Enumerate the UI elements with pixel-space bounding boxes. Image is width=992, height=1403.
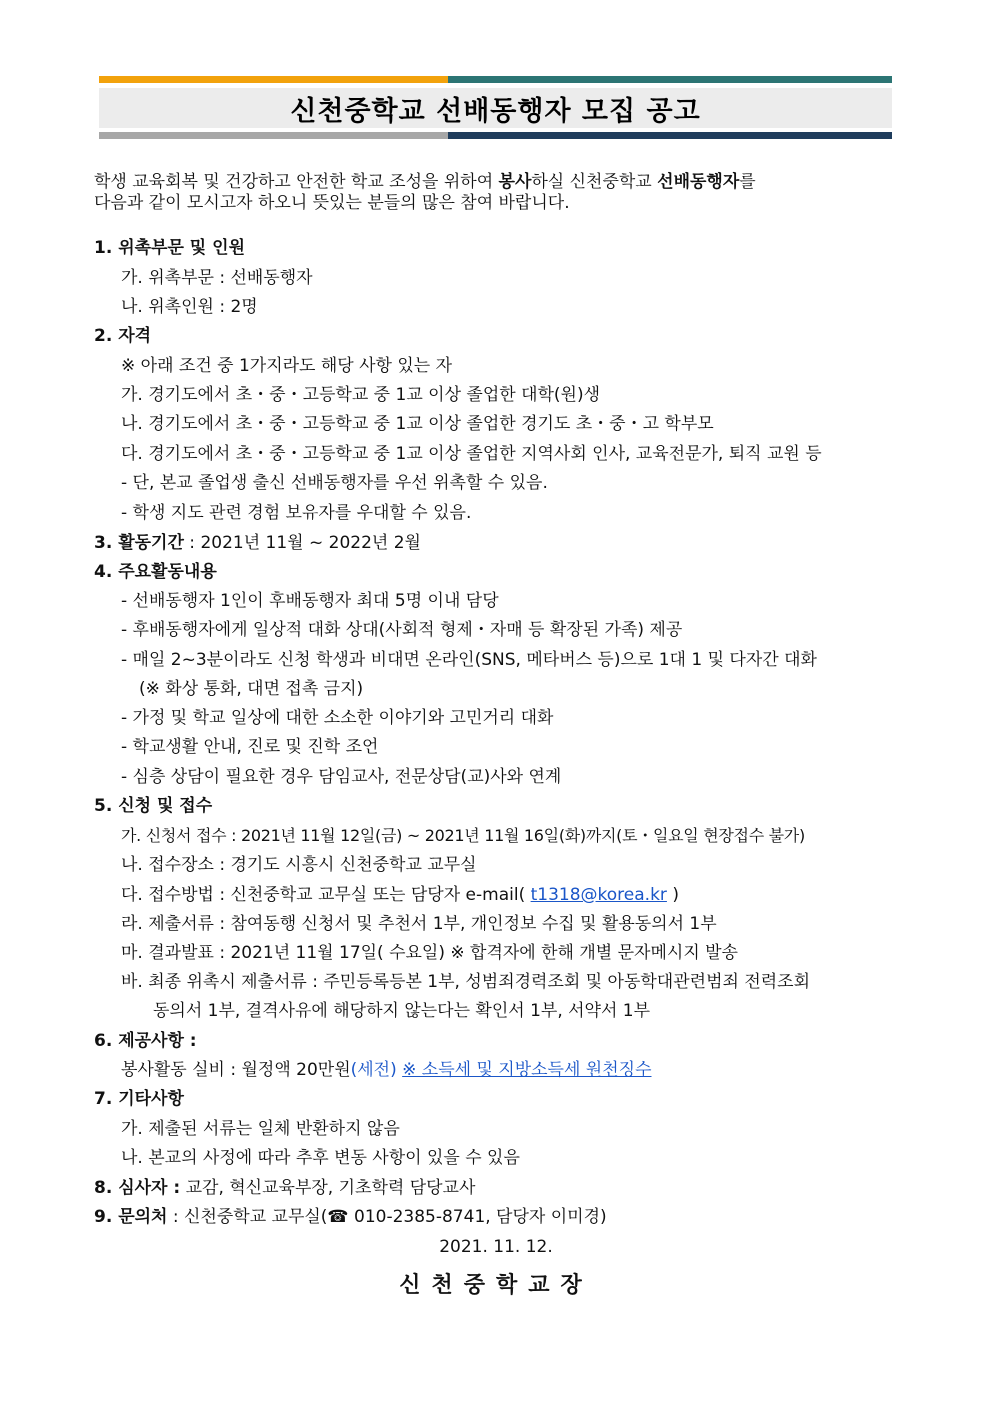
header-bottom-bar <box>99 132 892 139</box>
header-top-bar-teal <box>448 76 892 83</box>
section-2-note: ※ 아래 조건 중 1가지라도 해당 사항 있는 자 <box>121 356 453 376</box>
title-banner <box>99 88 892 128</box>
intro-text: 하실 신천중학교 <box>531 172 658 192</box>
section-4-item-c-note: (※ 화상 통화, 대면 접촉 금지) <box>139 679 364 699</box>
header-bottom-bar-gray <box>99 132 448 139</box>
email-link[interactable]: t1318@korea.kr <box>530 885 667 905</box>
section-7-item-b: 나. 본교의 사정에 따라 추후 변동 사항이 있을 수 있음 <box>121 1148 520 1168</box>
section-5-item-f: 바. 최종 위촉시 제출서류 : 주민등록등본 1부, 성범죄경력조회 및 아동학대관련범죄 전력조회 <box>121 972 811 992</box>
intro-text: 학생 교육회복 및 건강하고 안전한 학교 조성을 위하여 <box>94 172 499 192</box>
section-4-item-e: - 학교생활 안내, 진로 및 진학 조언 <box>121 737 379 757</box>
section-5-item-c-text: 다. 접수방법 : 신천중학교 교무실 또는 담당자 e-mail( <box>121 885 531 905</box>
intro-bold-mentor: 선배동행자 <box>657 172 740 192</box>
page-title: 신천중학교 선배동행자 모집 공고 <box>290 95 701 127</box>
intro-bold-volunteer: 봉사 <box>498 172 532 192</box>
section-5-item-f-cont: 동의서 1부, 결격사유에 해당하지 않는다는 확인서 1부, 서약서 1부 <box>153 1001 651 1021</box>
intro-paragraph <box>94 172 894 214</box>
intro-line-2: 다음과 같이 모시고자 하오니 뜻있는 분들의 많은 참여 바랍니다. <box>94 193 570 213</box>
section-4-item-d: - 가정 및 학교 일상에 대한 소소한 이야기와 고민거리 대화 <box>121 708 554 728</box>
section-3-heading: 3. 활동기간 <box>94 533 184 553</box>
section-4-item-b: - 후배동행자에게 일상적 대화 상대(사회적 형제・자매 등 확장된 가족) 제공 <box>121 620 683 640</box>
section-4-item-f: - 심층 상담이 필요한 경우 담임교사, 전문상담(교)사와 연계 <box>121 767 562 787</box>
section-9-value: : 신천중학교 교무실(☎ 010-2385-8741, 담당자 이미경) <box>167 1207 607 1227</box>
header-top-bar-orange <box>99 76 448 83</box>
section-4-heading: 4. 주요활동내용 <box>94 562 217 582</box>
section-2-item-a: 가. 경기도에서 초・중・고등학교 중 1교 이상 졸업한 대학(원)생 <box>121 385 601 405</box>
section-5-item-d: 라. 제출서류 : 참여동행 신청서 및 추천서 1부, 개인정보 수집 및 활용동의서 1부 <box>121 914 717 934</box>
section-3-value: : 2021년 11월 ~ 2022년 2월 <box>183 533 421 553</box>
section-7-item-a: 가. 제출된 서류는 일체 반환하지 않음 <box>121 1119 400 1139</box>
section-6-withholding-note: ※ 소득세 및 지방소득세 원천징수 <box>402 1060 652 1080</box>
section-5-item-b: 나. 접수장소 : 경기도 시흥시 신천중학교 교무실 <box>121 855 477 875</box>
intro-line-1 <box>94 172 894 193</box>
section-9-line <box>94 1206 607 1228</box>
section-1-item-b: 나. 위촉인원 : 2명 <box>121 297 258 317</box>
section-2-item-d: - 단, 본교 졸업생 출신 선배동행자를 우선 위촉할 수 있음. <box>121 473 548 493</box>
section-4-item-a: - 선배동행자 1인이 후배동행자 최대 5명 이내 담당 <box>121 591 499 611</box>
section-9-heading: 9. 문의처 <box>94 1207 168 1227</box>
intro-text: 를 <box>739 172 756 192</box>
principal-signature: 신천중학교장 <box>399 1273 593 1298</box>
section-5-item-c-close: ) <box>666 885 679 905</box>
header-bottom-bar-navy <box>448 132 892 139</box>
section-5-item-c <box>121 884 679 906</box>
section-2-item-c: 다. 경기도에서 초・중・고등학교 중 1교 이상 졸업한 지역사회 인사, 교육전문가, 퇴직 교원 등 <box>121 444 822 464</box>
section-6-heading: 6. 제공사항 : <box>94 1031 197 1051</box>
section-3-line <box>94 532 421 554</box>
section-2-item-e: - 학생 지도 관련 경험 보유자를 우대할 수 있음. <box>121 503 472 523</box>
section-5-item-a: 가. 신청서 접수 : 2021년 11월 12일(금) ~ 2021년 11월 16일(화)까지(토・일요일 현장접수 불가) <box>121 826 805 845</box>
section-2-heading: 2. 자격 <box>94 326 152 346</box>
section-8-heading: 8. 심사자 : <box>94 1178 181 1198</box>
section-1-item-a: 가. 위촉부문 : 선배동행자 <box>121 268 313 288</box>
section-8-line <box>94 1177 475 1199</box>
section-7-heading: 7. 기타사항 <box>94 1089 184 1109</box>
header-top-bar <box>99 76 892 83</box>
section-6-line <box>121 1059 652 1081</box>
notice-date: 2021. 11. 12. <box>439 1237 553 1257</box>
section-5-item-e: 마. 결과발표 : 2021년 11월 17일( 수요일) ※ 합격자에 한해 개별 문자메시지 발송 <box>121 943 738 963</box>
section-1-heading: 1. 위촉부문 및 인원 <box>94 238 245 258</box>
section-4-item-c: - 매일 2~3분이라도 신청 학생과 비대면 온라인(SNS, 메타버스 등)으로 1대 1 및 다자간 대화 <box>121 650 817 670</box>
section-6-text: 봉사활동 실비 : 월정액 20만원 <box>121 1060 351 1080</box>
section-2-item-b: 나. 경기도에서 초・중・고등학교 중 1교 이상 졸업한 경기도 초・중・고 학부모 <box>121 414 714 434</box>
section-8-value: 교감, 혁신교육부장, 기초학력 담당교사 <box>180 1178 476 1198</box>
section-6-tax-note: (세전) <box>350 1060 403 1080</box>
section-5-heading: 5. 신청 및 접수 <box>94 796 213 816</box>
